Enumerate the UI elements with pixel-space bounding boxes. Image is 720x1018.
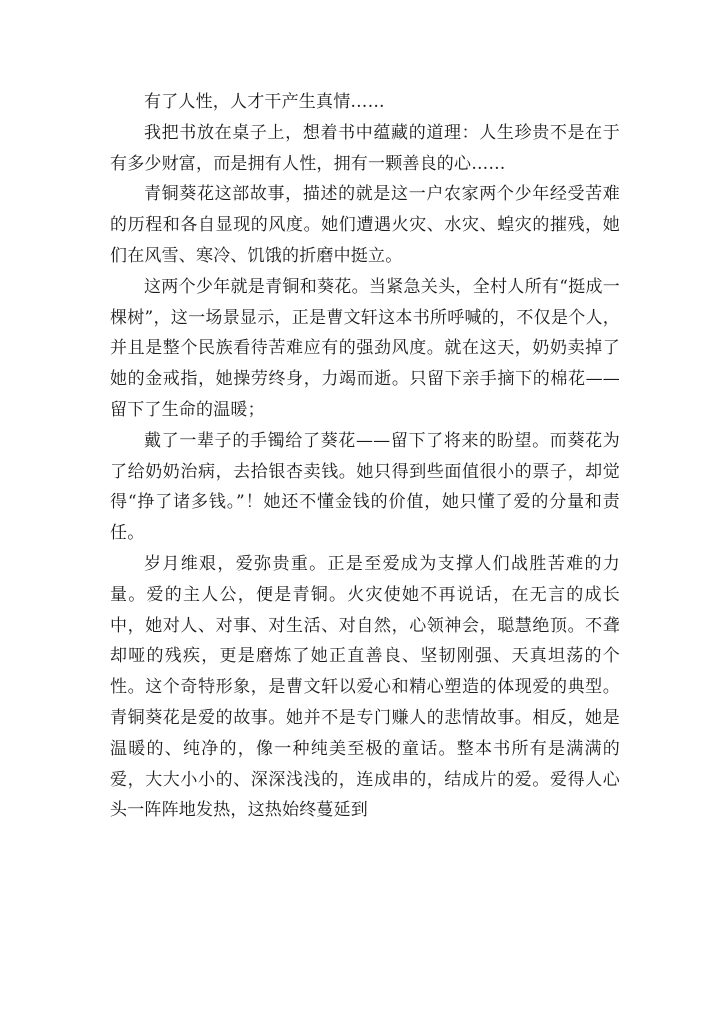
paragraph-4: 这两个少年就是青铜和葵花。当紧急关头，全村人所有“挺成一棵树”，这一场景显示，正是曹文轩这本书所呼喊的，不仅是个人，并且是整个民族看待苦难应有的强劲风度。就在这天，奶奶卖掉了她的金戒指，她操劳终身，力竭而逝。只留下亲手摘下的棉花——留下了生命的温暖； — [110, 276, 620, 420]
paragraph-5: 戴了一辈子的手镯给了葵花——留下了将来的盼望。而葵花为了给奶奶治病，去拾银杏卖钱。她只得到些面值很小的票子，却觉得“挣了诸多钱。”！她还不懂金钱的价值，她只懂了爱的分量和责任。 — [110, 430, 620, 544]
article-body — [110, 87, 620, 826]
paragraph-3: 青铜葵花这部故事，描述的就是这一户农家两个少年经受苦难的历程和各自显现的风度。她们遭遇火灾、水灾、蝗灾的摧残，她们在风雪、寒冷、饥饿的折磨中挺立。 — [110, 184, 620, 266]
paragraph-2: 我把书放在桌子上，想着书中蕴藏的道理：人生珍贵不是在于有多少财富，而是拥有人性，拥有一颗善良的心…… — [110, 122, 620, 174]
paragraph-6: 岁月维艰，爱弥贵重。正是至爱成为支撑人们战胜苦难的力量。爱的主人公，便是青铜。火灾使她不再说话，在无言的成长中，她对人、对事、对生活、对自然，心领神会，聪慧绝顶。不聋却哑的残疾，更是磨炼了她正直善良、坚韧刚强、天真坦荡的个性。这个奇特形象，是曹文轩以爱心和精心塑造的体现爱的典型。青铜葵花是爱的故事。她并不是专门赚人的悲情故事。相反，她是温暖的、纯净的，像一种纯美至极的童话。整本书所有是满满的爱，大大小小的、深深浅浅的，连成串的，结成片的爱。爱得人心头一阵阵地发热，这热始终蔓延到 — [110, 553, 620, 821]
paragraph-1: 有了人性，人才干产生真情…… — [144, 92, 385, 112]
